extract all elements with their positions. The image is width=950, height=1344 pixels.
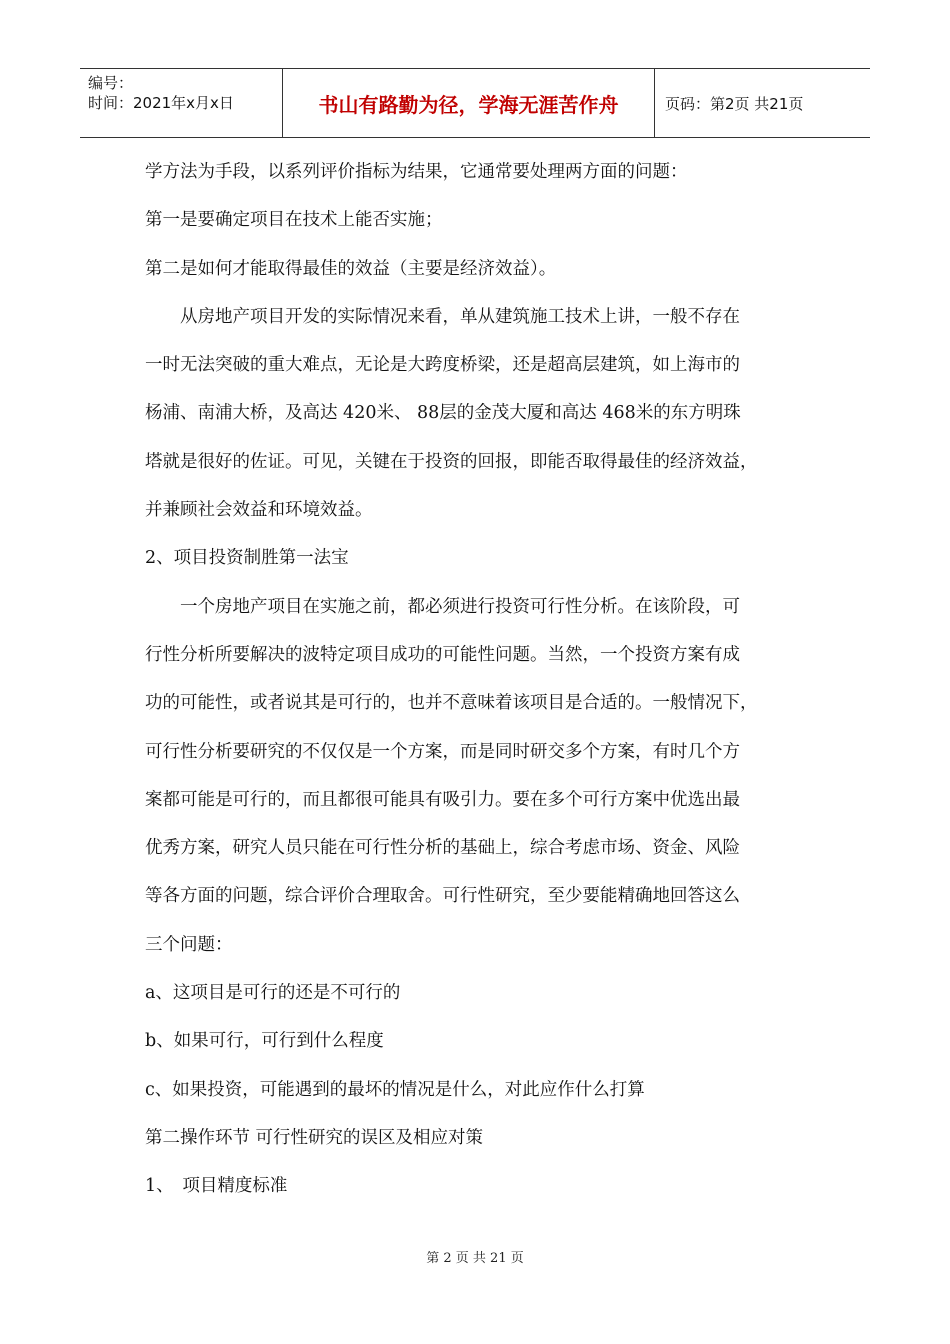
body-line: 学方法为手段，以系列评价指标为结果，它通常要处理两方面的问题：: [145, 162, 688, 182]
body-line: 行性分析所要解决的波特定项目成功的可能性问题。当然，一个投资方案有成: [145, 644, 740, 665]
document-date: 时间：2021年x月x日: [88, 94, 234, 112]
body-line: 优秀方案，研究人员只能在可行性分析的基础上，综合考虑市场、资金、风险: [145, 838, 740, 859]
document-number-label: 编号：: [88, 74, 134, 92]
header-motto: 书山有路勤为径，学海无涯苦作舟: [283, 69, 655, 137]
body-line: 从房地产项目开发的实际情况来看，单从建筑施工技术上讲，一般不存在: [145, 306, 740, 327]
body-line: 塔就是很好的佐证。可见，关键在于投资的回报，即能否取得最佳的经济效益，: [145, 451, 758, 472]
body-line: 第一是要确定项目在技术上能否实施；: [145, 210, 443, 231]
section-heading: 2、项目投资制胜第一法宝: [145, 548, 349, 569]
header-page-info: 页码：第2页 共21页: [665, 94, 804, 113]
body-line: 杨浦、南浦大桥，及高达 420米、 88层的金茂大厦和高达 468米的东方明珠: [145, 403, 741, 424]
body-line: 并兼顾社会效益和环境效益。: [145, 500, 373, 521]
header-meta: [80, 69, 283, 137]
page-header: [80, 68, 870, 138]
body-line: 一时无法突破的重大难点，无论是大跨度桥梁，还是超高层建筑，如上海市的: [145, 355, 740, 376]
body-line: 等各方面的问题，综合评价合理取舍。可行性研究，至少要能精确地回答这么: [145, 886, 740, 907]
section-heading: 1、 项目精度标准: [145, 1176, 288, 1197]
body-line: 三个问题：: [145, 934, 233, 955]
page-footer: 第 2 页 共 21 页: [426, 1251, 524, 1266]
list-item: c、如果投资，可能遇到的最坏的情况是什么，对此应作什么打算: [145, 1079, 645, 1100]
body-line: 可行性分析要研究的不仅仅是一个方案，而是同时研交多个方案，有时几个方: [145, 741, 740, 762]
body-line: 一个房地产项目在实施之前，都必须进行投资可行性分析。在该阶段，可: [145, 596, 740, 617]
document-body: [145, 148, 825, 1211]
body-line: 第二是如何才能取得最佳的效益（主要是经济效益）。: [145, 258, 557, 279]
body-line: 案都可能是可行的，而且都很可能具有吸引力。要在多个可行方案中优选出最: [145, 789, 740, 810]
body-line: 功的可能性，或者说其是可行的，也并不意味着该项目是合适的。一般情况下，: [145, 693, 758, 714]
section-heading: 第二操作环节 可行性研究的误区及相应对策: [145, 1127, 484, 1148]
list-item: a、这项目是可行的还是不可行的: [145, 983, 401, 1004]
list-item: b、如果可行，可行到什么程度: [145, 1031, 384, 1052]
